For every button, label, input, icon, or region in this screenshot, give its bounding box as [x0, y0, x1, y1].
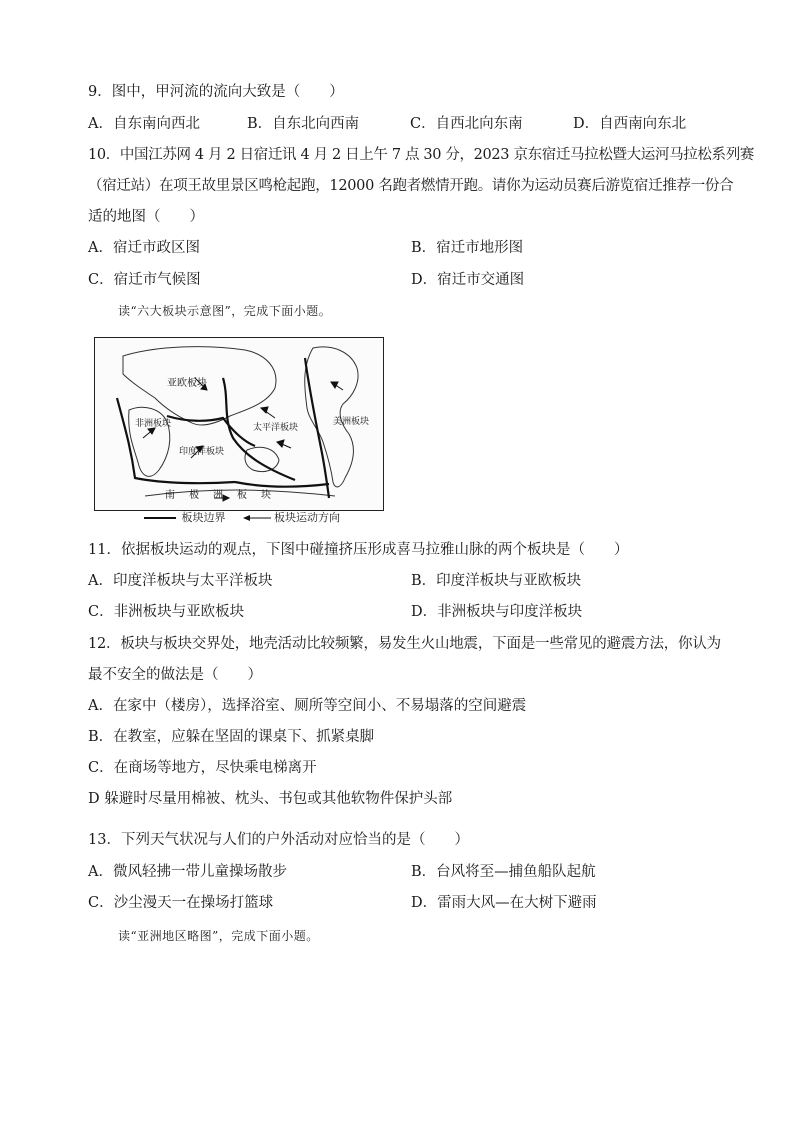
q12-stem-line1: 12．板块与板块交界处，地壳活动比较频繁，易发生火山地震，下面是一些常见的避震方法，你认为	[88, 636, 721, 652]
q10-option-a: A．宿迁市政区图	[88, 240, 200, 256]
q12-stem-line2: 最不安全的做法是（ ）	[88, 667, 262, 683]
q12-option-a: A．在家中（楼房），选择浴室、厕所等空间小、不易塌落的空间避震	[88, 698, 527, 714]
q13-option-c: C．沙尘漫天一在操场打篮球	[88, 895, 274, 911]
label-pacific-plate: 太平洋板块	[253, 423, 299, 433]
q12-option-d: D 躲避时尽量用棉被、枕头、书包或其他软物件保护头部	[88, 791, 453, 807]
q10-option-c: C．宿迁市气候图	[88, 272, 201, 288]
q9-option-d: D．自西南向东北	[573, 116, 687, 132]
plate-boundary-indian-eurasian	[167, 416, 255, 446]
label-african-plate: 非洲板块	[135, 419, 172, 429]
plate-boundary-pacific-east	[305, 358, 329, 498]
label-antarctic-plate: 南极洲板块	[165, 490, 285, 501]
q9-stem: 9．图中，甲河流的流向大致是（ ）	[88, 84, 344, 100]
q12-option-c: C．在商场等地方，尽快乘电梯离开	[88, 760, 317, 776]
q11-option-c: C．非洲板块与亚欧板块	[88, 604, 245, 620]
q9-option-b: B．自东北向西南	[247, 116, 360, 132]
q11-stem: 11．依据板块运动的观点，下图中碰撞挤压形成喜马拉雅山脉的两个板块是（ ）	[88, 542, 629, 558]
q13-option-d: D．雷雨大风—在大树下避雨	[411, 895, 597, 911]
q11-option-b: B．印度洋板块与亚欧板块	[411, 573, 582, 589]
q13-stem: 13．下列天气状况与人们的户外活动对应恰当的是（ ）	[88, 832, 469, 848]
legend-boundary-label: 板块边界	[181, 511, 226, 524]
africa-outline	[129, 407, 170, 476]
q11-option-a: A．印度洋板块与太平洋板块	[88, 573, 273, 589]
q12-option-b: B．在教室，应躲在坚固的课桌下、抓紧桌脚	[88, 729, 375, 745]
label-eurasian-plate: 亚欧板块	[167, 378, 207, 389]
q13-option-a: A．微风轻拂一带儿童操场散步	[88, 864, 287, 880]
label-american-plate: 美洲板块	[333, 417, 370, 427]
plate-map	[94, 337, 384, 511]
plate-boundary-antarctic	[235, 482, 329, 487]
asia-map-intro: 读“亚洲地区略图”，完成下面小题。	[118, 929, 319, 943]
q11-option-d: D．非洲板块与印度洋板块	[411, 604, 583, 620]
australia-outline	[245, 447, 279, 471]
q10-stem-line3: 适的地图（ ）	[88, 209, 204, 225]
plate-map-legend	[144, 510, 340, 526]
legend-direction-label: 板块运动方向	[274, 511, 340, 524]
plate-boundary-atlantic	[117, 398, 235, 483]
q10-stem-line2: （宿迁站）在项王故里景区鸣枪起跑，12000 名跑者燃情开跑。请你为运动员赛后游览宿迁推荐一份合	[88, 178, 734, 194]
q9-option-c: C．自西北向东南	[410, 116, 523, 132]
plate-map-intro: 读“六大板块示意图”，完成下面小题。	[118, 304, 332, 318]
label-indian-plate: 印度洋板块	[179, 447, 225, 457]
plate-map-drawing	[95, 338, 383, 510]
legend-arrow-icon	[243, 514, 271, 522]
q10-stem-line1: 10．中国江苏网 4 月 2 日宿迁讯 4 月 2 日上午 7 点 30 分，2023 京东宿迁马拉松暨大运河马拉松系列赛	[88, 147, 754, 163]
q9-option-a: A．自东南向西北	[88, 116, 200, 132]
q13-option-b: B．台风将至—捕鱼船队起航	[411, 864, 596, 880]
q10-option-d: D．宿迁市交通图	[411, 272, 525, 288]
q10-option-b: B．宿迁市地形图	[411, 240, 524, 256]
legend-boundary-line-icon	[144, 514, 178, 522]
